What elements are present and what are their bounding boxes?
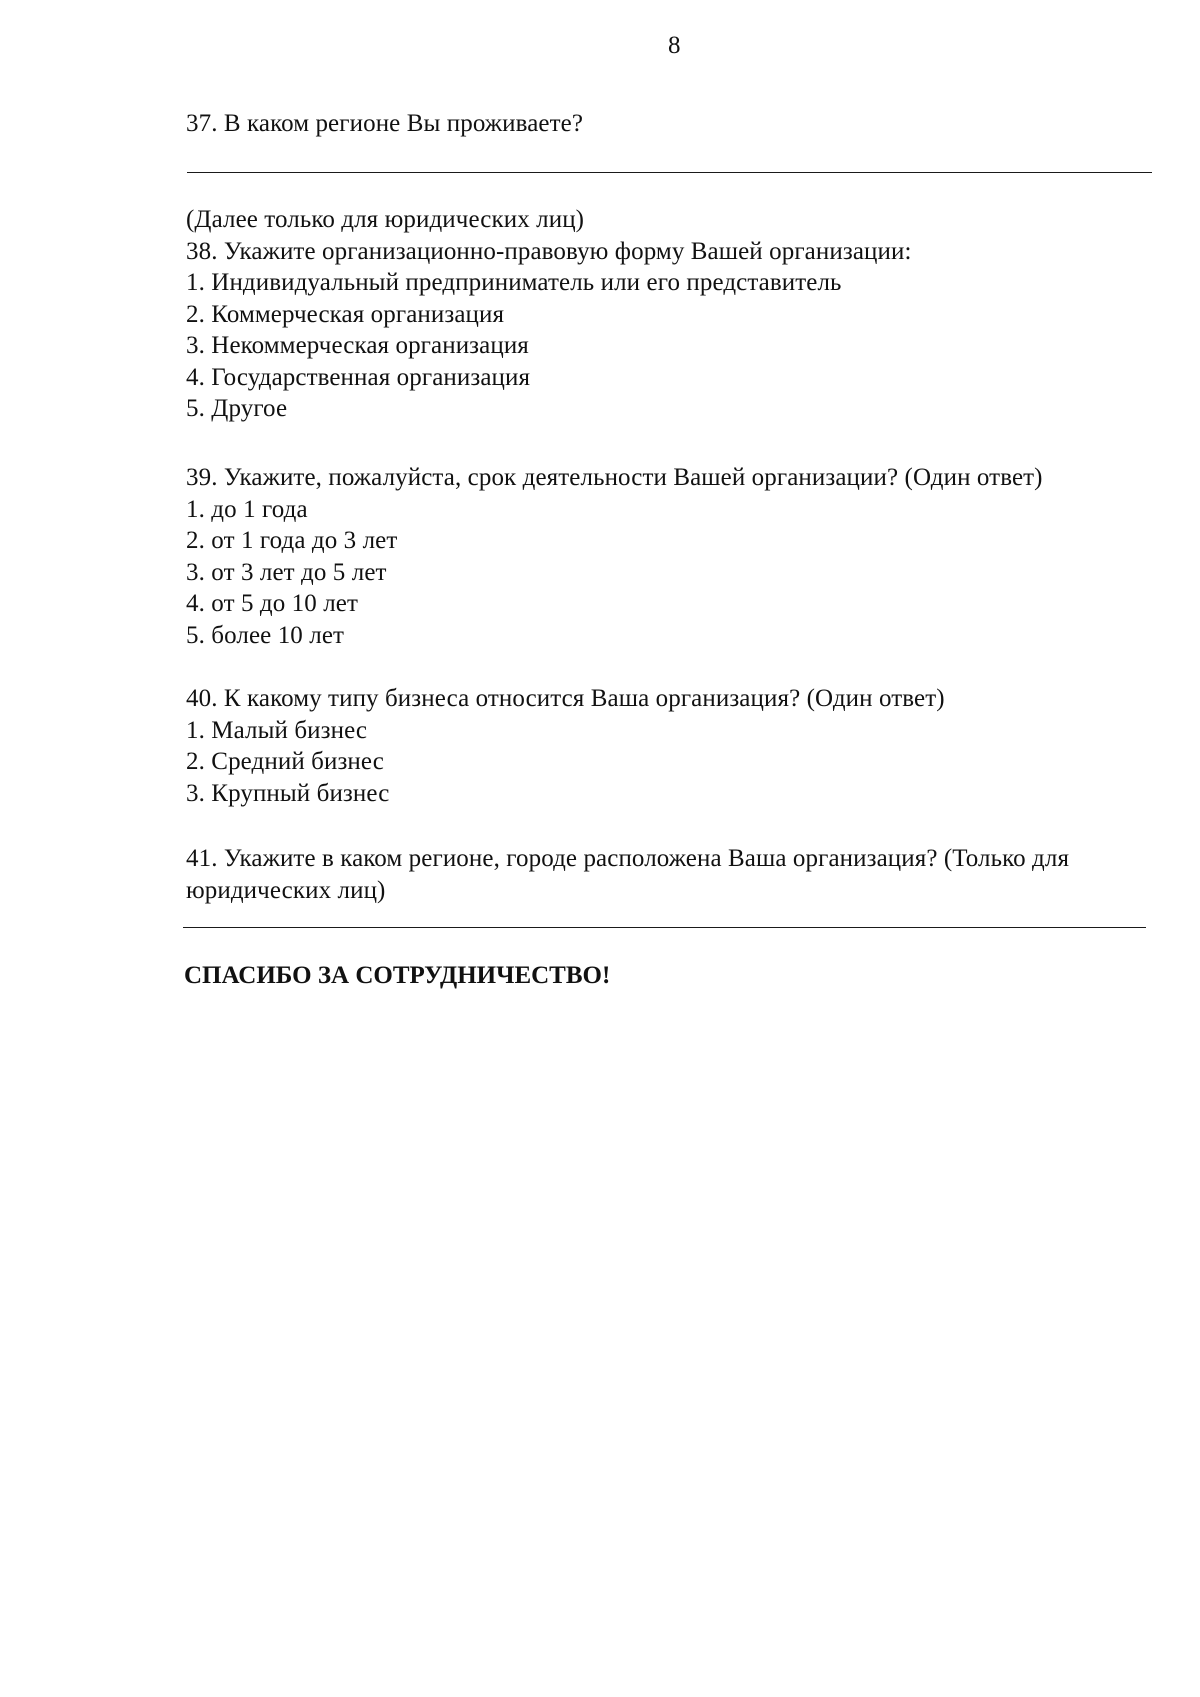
answer-line-37 xyxy=(187,172,1152,173)
question-37-text: 37. В каком регионе Вы проживаете? xyxy=(186,110,584,137)
question-38-option: 3. Некоммерческая организация xyxy=(186,332,529,359)
question-40-option: 3. Крупный бизнес xyxy=(186,779,390,807)
question-40 xyxy=(186,683,1166,809)
question-41 xyxy=(186,843,1166,906)
question-41-text-line-2: юридических лиц) xyxy=(186,876,386,904)
closing-thanks: СПАСИБО ЗА СОТРУДНИЧЕСТВО! xyxy=(184,962,611,989)
question-38 xyxy=(186,204,1166,425)
legal-entities-note: (Далее только для юридических лиц) xyxy=(186,206,585,233)
question-40-text: 40. К какому типу бизнеса относится Ваша организация? (Один ответ) xyxy=(186,685,945,712)
question-38-option: 2. Коммерческая организация xyxy=(186,300,505,328)
question-39-option: 4. от 5 до 10 лет xyxy=(186,590,359,617)
question-39-option: 2. от 1 года до 3 лет xyxy=(186,527,398,554)
question-38-option: 1. Индивидуальный предприниматель или его представитель xyxy=(186,269,842,296)
question-41-text-line-1: 41. Укажите в каком регионе, городе расположена Ваша организация? (Только для xyxy=(186,845,1070,872)
question-38-option: 5. Другое xyxy=(186,395,288,422)
answer-line-41 xyxy=(183,927,1146,928)
question-40-option: 1. Малый бизнес xyxy=(186,716,368,744)
question-39-option: 3. от 3 лет до 5 лет xyxy=(186,558,387,586)
question-39-option: 1. до 1 года xyxy=(186,495,308,523)
question-37 xyxy=(186,108,1166,140)
question-38-text: 38. Укажите организационно-правовую форму Вашей организации: xyxy=(186,237,912,265)
question-38-option: 4. Государственная организация xyxy=(186,363,531,391)
page-number: 8 xyxy=(668,32,681,59)
question-40-option: 2. Средний бизнес xyxy=(186,748,384,775)
question-39-text: 39. Укажите, пожалуйста, срок деятельности Вашей организации? (Один ответ) xyxy=(186,464,1043,491)
question-39 xyxy=(186,462,1166,651)
question-39-option: 5. более 10 лет xyxy=(186,621,345,649)
